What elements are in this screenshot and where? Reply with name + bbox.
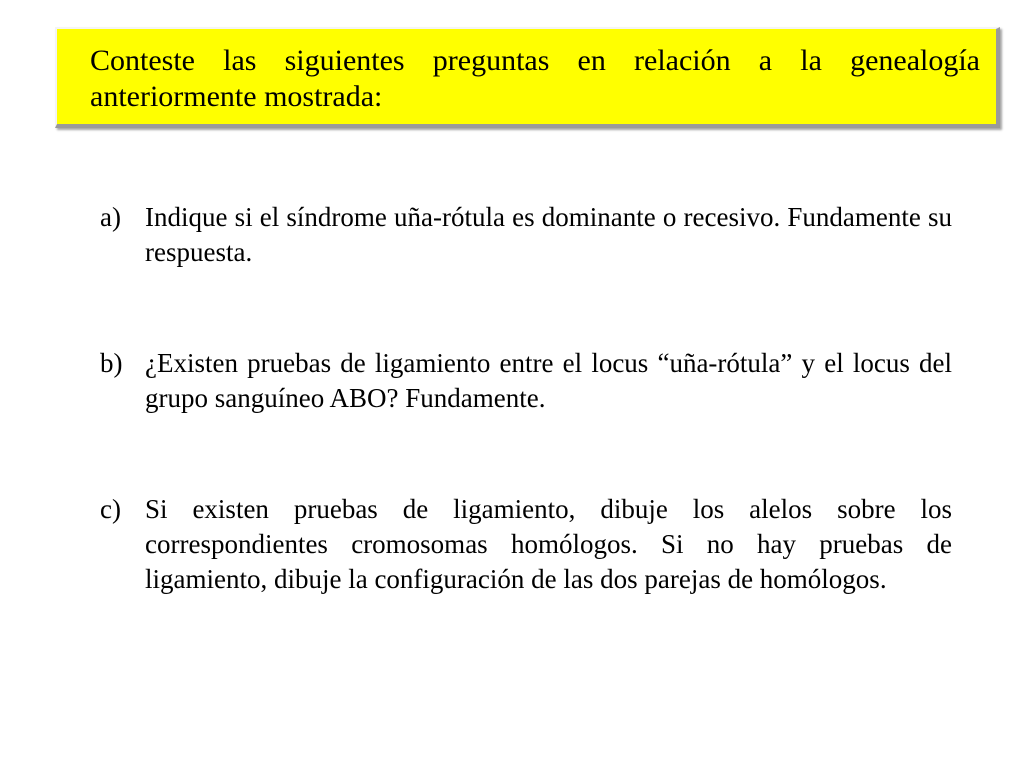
- question-text: ¿Existen pruebas de ligamiento entre el locus “uña-rótula” y el locus del grupo sanguíneo ABO? Fundamente.: [145, 348, 952, 413]
- banner-text: Conteste las siguientes preguntas en relación a la genealogía anteriormente mostrada:: [90, 44, 980, 113]
- question-text: Indique si el síndrome uña-rótula es dominante o recesivo. Fundamente su respuesta.: [145, 202, 952, 267]
- question-a: [100, 200, 952, 270]
- question-marker: b): [100, 348, 123, 378]
- question-marker: c): [100, 494, 121, 524]
- question-b: [100, 346, 952, 416]
- question-marker: a): [100, 202, 121, 232]
- question-list: [100, 200, 952, 597]
- question-c: [100, 492, 952, 597]
- question-text: Si existen pruebas de ligamiento, dibuje los alelos sobre los correspondientes cromosomas homólogos. Si no hay pruebas de ligamiento, dibuje la configuración de las dos parejas de homólogos.: [145, 494, 952, 594]
- instruction-banner: [55, 27, 1000, 128]
